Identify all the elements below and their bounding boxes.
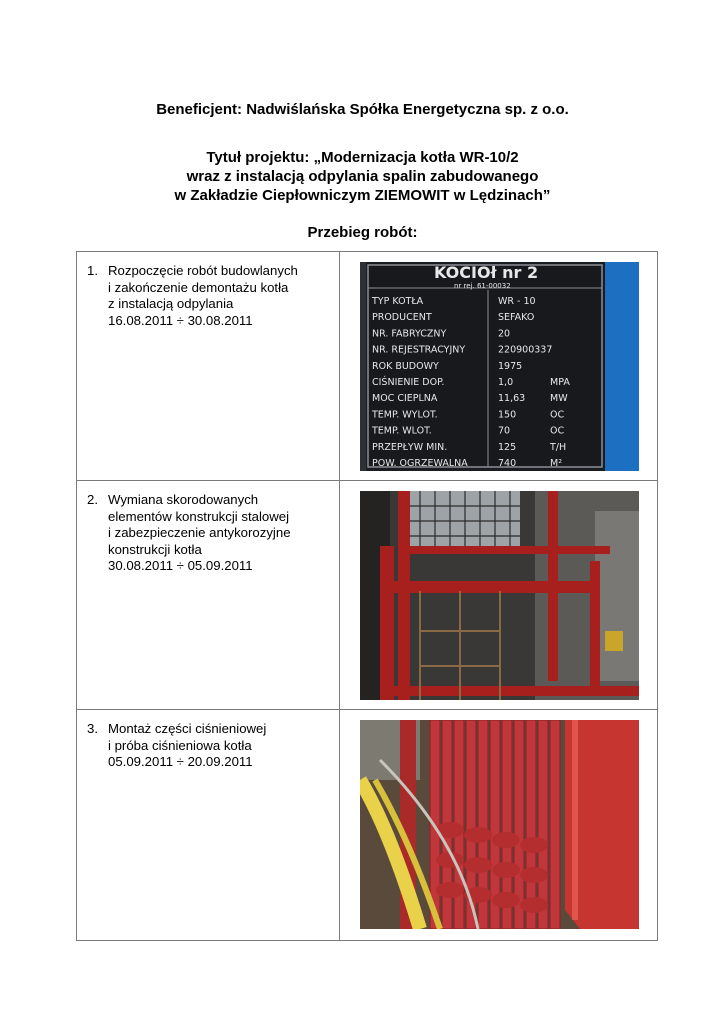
work-line: Rozpoczęcie robót budowlanych [108, 263, 298, 278]
work-line: i próba ciśnieniowa kotła [108, 737, 252, 753]
nameplate-serial: nr rej. 61-00032 [454, 282, 511, 290]
nameplate-label: TEMP. WYLOT. [372, 409, 438, 421]
work-line: z instalacją odpylania [108, 296, 234, 311]
beneficiary-text: Beneficjent: Nadwiślańska Spółka Energetyczna sp. z o.o. [156, 101, 569, 118]
work-entry [77, 481, 339, 575]
work-line: 05.09.2011 ÷ 20.09.2011 [108, 754, 253, 769]
work-number: 3. [87, 721, 98, 736]
work-line: elementów konstrukcji stalowej [108, 508, 290, 524]
nameplate-label: NR. REJESTRACYJNY [372, 344, 466, 356]
project-title [0, 148, 725, 205]
table-row [77, 710, 658, 941]
photo-cell [340, 710, 658, 941]
project-title-line-3: w Zakładzie Ciepłowniczym ZIEMOWIT w Lędzinach” [174, 187, 551, 204]
table-row [77, 481, 658, 710]
work-description-cell [77, 710, 340, 941]
nameplate-label: POW. OGRZEWALNA [372, 458, 468, 469]
nameplate-value: 220900337 [498, 344, 553, 356]
works-table [76, 251, 658, 941]
nameplate-label: PRODUCENT [372, 312, 432, 324]
nameplate-value: 740 [498, 458, 517, 469]
photo-cell [340, 252, 658, 481]
work-entry [77, 710, 339, 771]
nameplate-label: ROK BUDOWY [372, 360, 439, 372]
work-line: Montaż części ciśnieniowej [108, 721, 267, 736]
work-line: Wymiana skorodowanych [108, 492, 259, 507]
nameplate-label: CIŚNIENIE DOP. [372, 377, 445, 388]
nameplate-value: 20 [498, 328, 511, 340]
nameplate-label: TEMP. WLOT. [372, 425, 432, 437]
work-number: 2. [87, 492, 98, 507]
nameplate-value: WR - 10 [498, 296, 536, 307]
nameplate-label: MOC CIEPLNA [372, 393, 438, 405]
progress-heading [0, 223, 725, 242]
work-line: i zakończenie demontażu kotła [108, 279, 289, 295]
nameplate-label: PRZEPŁYW MIN. [372, 441, 448, 453]
nameplate-unit: OC [550, 409, 565, 421]
table-row [77, 252, 658, 481]
work-line: konstrukcji kotła [108, 541, 202, 557]
nameplate-unit: MW [550, 393, 568, 405]
progress-heading-text: Przebieg robót: [307, 224, 418, 241]
nameplate-unit: M² [550, 458, 563, 469]
nameplate-label: TYP KOTŁA [372, 296, 424, 307]
work-number: 1. [87, 263, 98, 278]
nameplate-label: NR. FABRYCZNY [372, 328, 447, 340]
nameplate-value: 70 [498, 425, 511, 437]
steel-structure-photo [360, 491, 639, 700]
nameplate-unit: OC [550, 425, 565, 437]
pressure-part-photo [360, 720, 639, 929]
work-line: 16.08.2011 ÷ 30.08.2011 [108, 312, 253, 328]
work-entry [77, 252, 339, 329]
nameplate-value: 11,63 [498, 393, 526, 405]
beneficiary-heading [0, 100, 725, 119]
work-description-cell [77, 252, 340, 481]
project-title-line-1: Tytuł projektu: „Modernizacja kotła WR-10/2 [206, 149, 519, 166]
nameplate-value: SEFAKO [498, 312, 535, 324]
nameplate-value: 125 [498, 441, 517, 453]
nameplate-unit: T/H [550, 441, 567, 453]
boiler-nameplate-photo [360, 262, 639, 471]
nameplate-unit: MPA [550, 377, 570, 388]
nameplate-value: 1,0 [498, 377, 514, 388]
nameplate-value: 1975 [498, 360, 523, 372]
work-line: i zabezpieczenie antykorozyjne [108, 525, 291, 540]
work-line: 30.08.2011 ÷ 05.09.2011 [108, 558, 253, 573]
work-description-cell [77, 481, 340, 710]
photo-cell [340, 481, 658, 710]
nameplate-title: KOCIOł nr 2 [434, 263, 539, 282]
project-title-line-2: wraz z instalacją odpylania spalin zabudowanego [186, 168, 539, 185]
nameplate-value: 150 [498, 409, 517, 421]
